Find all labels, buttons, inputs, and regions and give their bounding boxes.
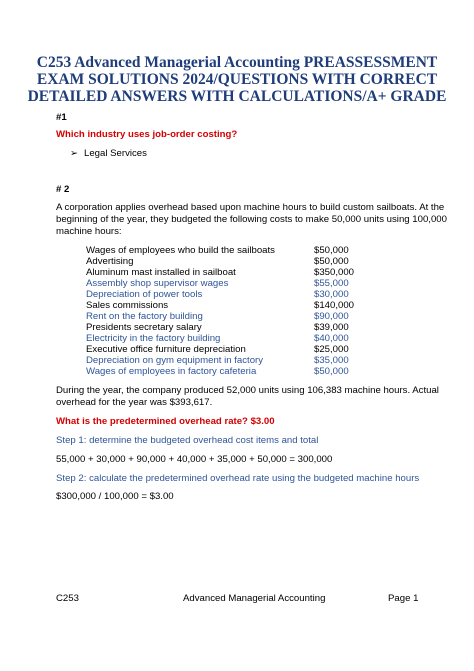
footer-course-code: C253 (56, 593, 79, 604)
cost-label: Wages of employees in factory cafeteria (86, 366, 257, 377)
cost-amount: $39,000 (314, 322, 349, 333)
q2-intro: A corporation applies overhead based upon machine hours to build custom sailboats. At the beginning of the year, they budgeted the following costs to make 50,000 units using 100,000 machine hours: (56, 202, 447, 237)
q2-question: What is the predetermined overhead rate? $3.00 (56, 416, 275, 427)
cost-row (86, 289, 374, 300)
cost-label: Depreciation of power tools (86, 289, 203, 300)
cost-amount: $90,000 (314, 311, 349, 322)
cost-label: Advertising (86, 256, 134, 267)
cost-row (86, 366, 374, 377)
cost-label: Assembly shop supervisor wages (86, 278, 229, 289)
q2-calc1: 55,000 + 30,000 + 90,000 + 40,000 + 35,000 + 50,000 = 300,000 (56, 454, 333, 465)
q2-number: # 2 (56, 184, 70, 195)
footer-course-name: Advanced Managerial Accounting (183, 593, 326, 604)
q2-step1: Step 1: determine the budgeted overhead cost items and total (56, 435, 319, 446)
cost-label: Rent on the factory building (86, 311, 203, 322)
cost-row (86, 245, 374, 256)
cost-row (86, 256, 374, 267)
document-title: C253 Advanced Managerial Accounting PREASSESSMENT EXAM SOLUTIONS 2024/QUESTIONS WITH CORRECT DETAILED ANSWERS WITH CALCULATIONS/A+ GRADE (27, 54, 447, 105)
q2-calc2: $300,000 / 100,000 = $3.00 (56, 491, 174, 502)
budgeted-costs-table (86, 245, 374, 377)
cost-row (86, 355, 374, 366)
cost-amount: $350,000 (314, 267, 355, 278)
cost-label: Executive office furniture depreciation (86, 344, 246, 355)
right-arrowhead-bullet-icon: ➢ (70, 148, 79, 159)
q2-actual: During the year, the company produced 52,000 units using 106,383 machine hours. Actual overhead for the year was $393,617. (56, 385, 439, 408)
cost-amount: $50,000 (314, 245, 349, 256)
cost-amount: $55,000 (314, 278, 349, 289)
cost-row (86, 278, 374, 289)
cost-amount: $30,000 (314, 289, 349, 300)
q1-answer: Legal Services (84, 148, 147, 159)
cost-amount: $50,000 (314, 366, 349, 377)
q1-question: Which industry uses job-order costing? (56, 129, 238, 140)
cost-row (86, 344, 374, 355)
cost-row (86, 267, 374, 278)
cost-amount: $25,000 (314, 344, 349, 355)
cost-label: Electricity in the factory building (86, 333, 221, 344)
cost-label: Depreciation on gym equipment in factory (86, 355, 264, 366)
cost-row (86, 300, 374, 311)
cost-row (86, 322, 374, 333)
q1-answer-item (70, 148, 147, 160)
cost-label: Aluminum mast installed in sailboat (86, 267, 236, 278)
cost-amount: $50,000 (314, 256, 349, 267)
cost-label: Sales commissions (86, 300, 169, 311)
cost-amount: $35,000 (314, 355, 349, 366)
cost-row (86, 311, 374, 322)
cost-label: Presidents secretary salary (86, 322, 202, 333)
cost-amount: $140,000 (314, 300, 355, 311)
q2-step2: Step 2: calculate the predetermined overhead rate using the budgeted machine hours (56, 473, 420, 484)
q1-number: #1 (56, 112, 67, 123)
cost-amount: $40,000 (314, 333, 349, 344)
cost-label: Wages of employees who build the sailboats (86, 245, 275, 256)
cost-row (86, 333, 374, 344)
footer-page-number: Page 1 (388, 593, 419, 604)
